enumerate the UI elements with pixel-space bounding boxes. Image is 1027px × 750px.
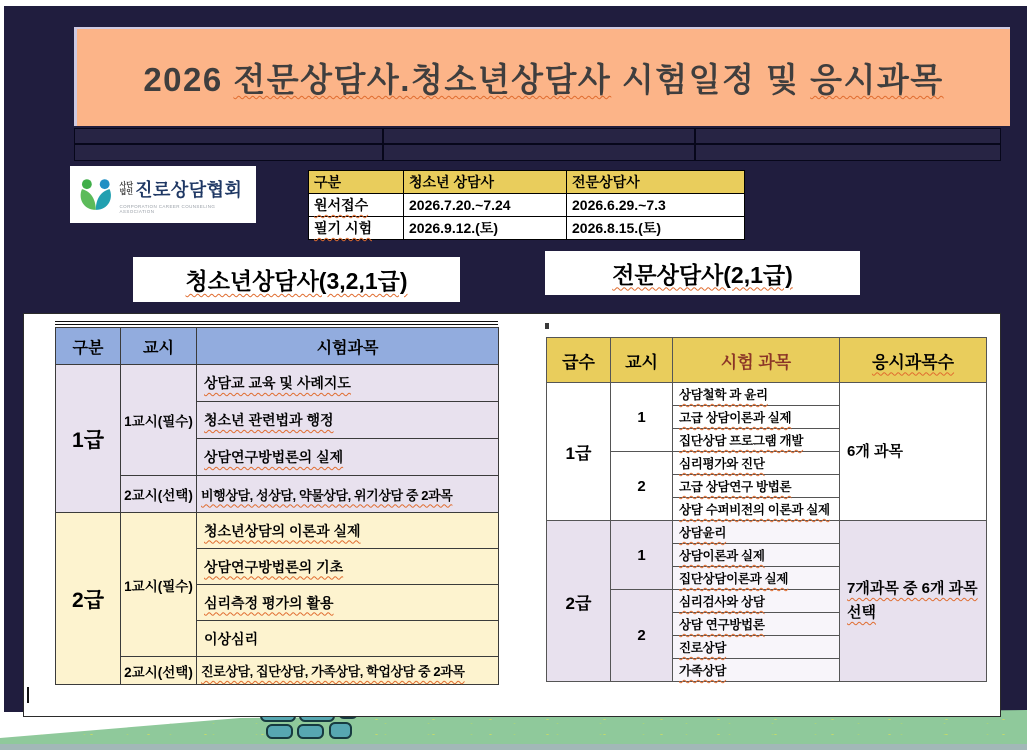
- subject-cell: 고급 상담이론과 실제: [673, 406, 840, 429]
- logo-people-icon: [76, 176, 116, 214]
- section-label-professional-counselor: 전문상담사(2,1급): [545, 251, 860, 295]
- empty-cell: [695, 128, 1001, 144]
- empty-cell: [383, 144, 695, 161]
- section-label-youth-counselor: 청소년상담사(3,2,1급): [133, 257, 460, 302]
- subject-cell: 상담 수퍼비전의 이론과 실제: [673, 498, 840, 521]
- schedule-row-label: 원서접수: [309, 194, 404, 217]
- table-header-row: [56, 328, 499, 365]
- subject-cell: 가족상담: [673, 659, 840, 682]
- exam-schedule-table: [308, 170, 745, 240]
- mini-bullet: [545, 323, 549, 329]
- subject-cell: 심리평가와 진단: [673, 452, 840, 475]
- period-cell: 1교시(필수): [121, 365, 197, 476]
- title-prefix: 2026: [143, 61, 234, 98]
- subject-cell: 상담이론과 실제: [673, 544, 840, 567]
- subject-cell: 진로상담, 집단상담, 가족상담, 학업상담 중 2과목: [197, 657, 499, 685]
- subject-cell: 청소년상담의 이론과 실제: [197, 513, 499, 549]
- logo-subtitle: CORPORATION CAREER COUNSELING ASSOCIATION: [119, 203, 216, 214]
- empty-cell: [383, 128, 695, 144]
- professional-subjects-table: [546, 337, 987, 682]
- period-cell: 2교시(선택): [121, 657, 197, 685]
- page-title: [143, 54, 943, 101]
- table-row: [56, 513, 499, 549]
- grade-cell: 1급: [56, 365, 121, 513]
- subject-cell: 비행상담, 성상담, 약물상담, 위기상담 중 2과목: [197, 476, 499, 513]
- subject-cell: 상담교 교육 및 사례지도: [197, 365, 499, 402]
- table-row: [56, 476, 499, 513]
- session-cell: 1: [611, 521, 673, 590]
- schedule-header-cell: 전문상담사: [567, 171, 745, 194]
- header-cell: 급수: [547, 338, 611, 383]
- logo-small-text: 사단 법인: [119, 181, 134, 196]
- schedule-header-cell: 청소년 상담사: [404, 171, 567, 194]
- subject-cell: 상담철학 과 윤리: [673, 383, 840, 406]
- header-cell: 교시: [121, 328, 197, 365]
- subject-cell: 상담 연구방법론: [673, 613, 840, 636]
- title-banner: [74, 27, 1010, 126]
- subject-cell: 상담연구방법론의 실제: [197, 439, 499, 476]
- subject-cell: 진로상담: [673, 636, 840, 659]
- logo-org-name: 진로상담협회: [135, 179, 243, 200]
- header-cell: 시험 과목: [673, 338, 840, 383]
- table-row: [547, 521, 987, 544]
- subject-cell: 집단상담 프로그램 개발: [673, 429, 840, 452]
- association-logo: [70, 166, 256, 223]
- schedule-cell: 2026.9.12.(토): [404, 217, 567, 240]
- subject-cell: 청소년 관련법과 행정: [197, 402, 499, 439]
- title-part-2: 응시과목: [810, 61, 944, 98]
- title-part-1: 전문상담사.청소년상담사: [233, 61, 612, 98]
- session-cell: 2: [611, 590, 673, 682]
- subject-cell: 심리측정 평가의 활용: [197, 585, 499, 621]
- header-cell: 응시과목수: [840, 338, 987, 383]
- header-cell: 시험과목: [197, 328, 499, 365]
- subject-count-cell: 7개과목 중 6개 과목 선택: [840, 521, 987, 682]
- subject-cell: 심리검사와 상담: [673, 590, 840, 613]
- youth-subjects-table: [55, 327, 499, 685]
- session-cell: 1: [611, 383, 673, 452]
- empty-cell: [74, 144, 383, 161]
- period-cell: 1교시(필수): [121, 513, 197, 657]
- subject-cell: 상담윤리: [673, 521, 840, 544]
- schedule-cell: 2026.8.15.(토): [567, 217, 745, 240]
- grade-cell: 2급: [56, 513, 121, 685]
- table-row: [56, 365, 499, 402]
- schedule-header-cell: 구분: [309, 171, 404, 194]
- schedule-cell: 2026.6.29.~7.3: [567, 194, 745, 217]
- period-cell: 2교시(선택): [121, 476, 197, 513]
- schedule-row: [309, 194, 745, 217]
- subject-count-cell: 6개 과목: [840, 383, 987, 521]
- bottom-bar: [0, 744, 1027, 750]
- schedule-row: [309, 217, 745, 240]
- subject-cell: 이상심리: [197, 621, 499, 657]
- subject-cell: 집단상담이론과 실제: [673, 567, 840, 590]
- table-row: [547, 383, 987, 406]
- title-middle: 시험일정 및: [611, 61, 811, 98]
- session-cell: 2: [611, 452, 673, 521]
- subject-cell: 상담연구방법론의 기초: [197, 549, 499, 585]
- header-cell: 교시: [611, 338, 673, 383]
- table-header-row: [547, 338, 987, 383]
- header-cell: 구분: [56, 328, 121, 365]
- grade-cell: 2급: [547, 521, 611, 682]
- double-rule: [55, 321, 498, 325]
- text-cursor: [27, 687, 29, 703]
- schedule-header-row: [309, 171, 745, 194]
- table-row: [56, 657, 499, 685]
- schedule-cell: 2026.7.20.~7.24: [404, 194, 567, 217]
- empty-cell: [74, 128, 383, 144]
- grade-cell: 1급: [547, 383, 611, 521]
- empty-cell: [695, 144, 1001, 161]
- schedule-row-label: 필기 시험: [309, 217, 404, 240]
- empty-grid: [74, 128, 1001, 161]
- subject-cell: 고급 상담연구 방법론: [673, 475, 840, 498]
